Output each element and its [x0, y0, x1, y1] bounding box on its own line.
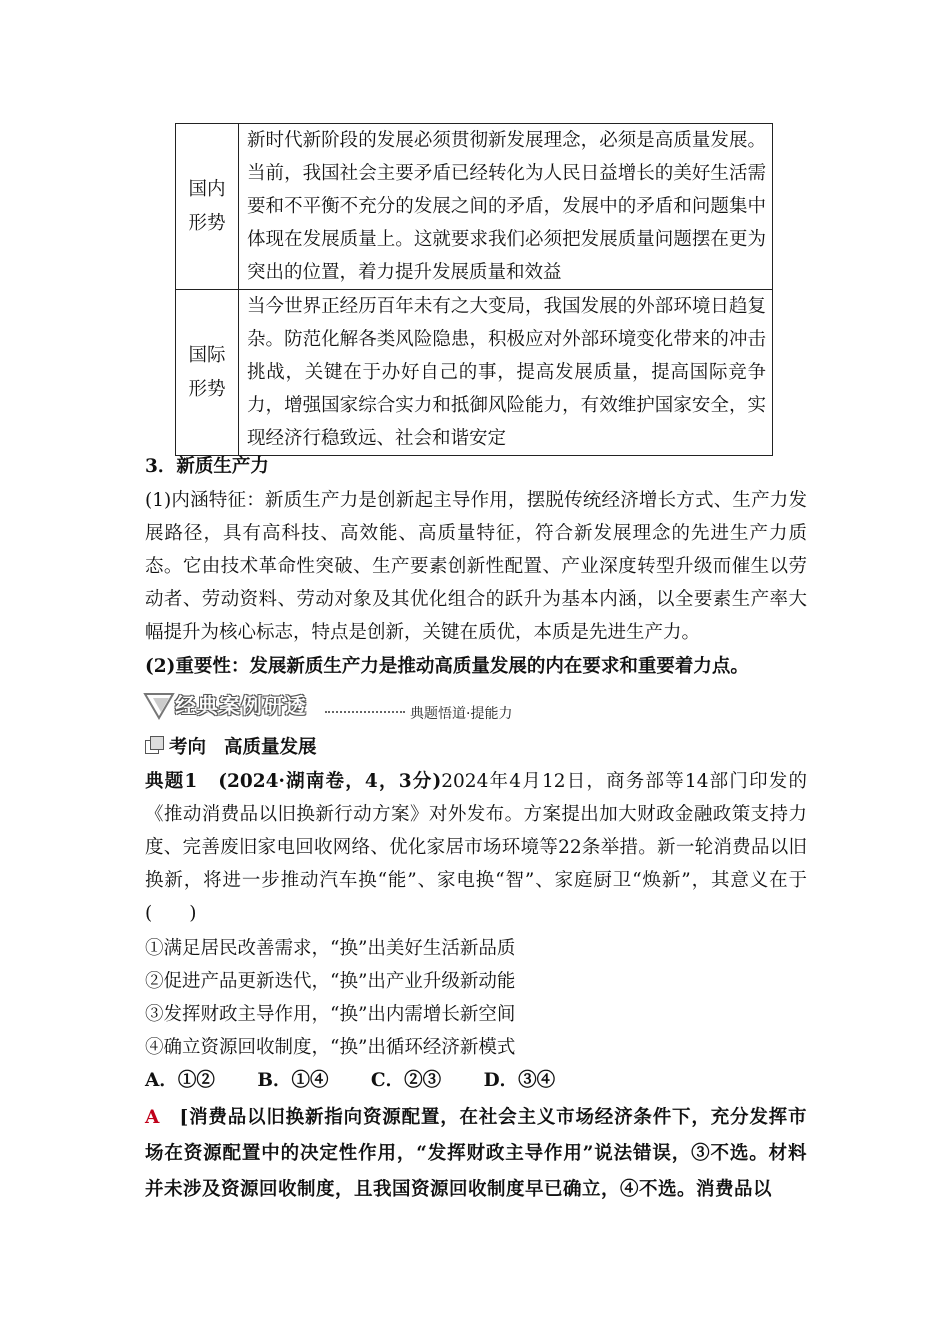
row-text-domestic: 新时代新阶段的发展必须贯彻新发展理念，必须是高质量发展。当前，我国社会主要矛盾已经转化为人民日益增长的美好生活需要和不平衡不充分的发展之间的矛盾，发展中的矛盾和问题集中体现在发展质量上。这就要求我们必须把发展质量问题摆在更为突出的位置，着力提升发展质量和效益 — [239, 124, 773, 290]
option-item: ③发挥财政主导作用，“换”出内需增长新空间 — [145, 1004, 516, 1025]
banner-subtitle: 典题悟道·提能力 — [410, 706, 513, 722]
option-item: ①满足居民改善需求，“换”出美好生活新品质 — [145, 938, 516, 959]
situation-table — [175, 123, 773, 456]
question-stem: 典题1 (2024·湖南卷，4，3分)2024年4月12日，商务部等14部门印发的《推动消费品以旧换新行动方案》对外发布。方案提出加大财政金融政策支持力度、完善废旧家电回收网络、优化家居市场环境等22条举措。新一轮消费品以旧换新，将进一步推动汽车换“能”、家电换“智”、家庭厨卫“焕新”，其意义在于( ) — [145, 771, 808, 924]
stacked-squares-icon — [145, 736, 165, 756]
banner-title: 经典案例研透 — [175, 693, 307, 718]
answer-choices — [145, 1064, 807, 1097]
option-item: ④确立资源回收制度，“换”出循环经济新模式 — [145, 1037, 516, 1058]
answer-explanation: A [消费品以旧换新指向资源配置，在社会主义市场经济条件下，充分发挥市场在资源配置中的决定性作用，“发挥财政主导作用”说法错误，③不选。材料并未涉及资源回收制度，且我国资源回收制度早已确立，④不选。消费品以 — [145, 1107, 807, 1200]
question-options — [145, 932, 807, 1064]
table-row — [176, 290, 773, 456]
table-row — [176, 124, 773, 290]
choice-d: D．③④ — [483, 1070, 556, 1091]
answer-letter: A — [145, 1107, 160, 1128]
banner-dots — [325, 711, 405, 713]
option-item: ②促进产品更新迭代，“换”出产业升级新动能 — [145, 971, 516, 992]
choice-a: A．①② — [145, 1070, 215, 1091]
row-label-international: 国际 形势 — [176, 290, 239, 456]
choice-b: B．①④ — [257, 1070, 329, 1091]
row-label-domestic: 国内 形势 — [176, 124, 239, 290]
section-paragraph-2: (2)重要性：发展新质生产力是推动高质量发展的内在要求和重要着力点。 — [145, 656, 749, 677]
row-text-international: 当今世界正经历百年未有之大变局，我国发展的外部环境日趋复杂。防范化解各类风险隐患，积极应对外部环境变化带来的冲击挑战，关键在于办好自己的事，提高发展质量，提高国际竞争力，增强国家综合实力和抵御风险能力，有效维护国家安全，实现经济行稳致远、社会和谐安定 — [239, 290, 773, 456]
section-paragraph-1: (1)内涵特征：新质生产力是创新起主导作用，摆脱传统经济增长方式、生产力发展路径，具有高科技、高效能、高质量特征，符合新发展理念的先进生产力质态。它由技术革命性突破、生产要素创新性配置、产业深度转型升级而催生以劳动者、劳动资料、劳动对象及其优化组合的跃升为基本内涵，以全要素生产率大幅提升为核心标志，特点是创新，关键在质优，本质是先进生产力。 — [145, 490, 807, 643]
choice-c: C．②③ — [370, 1070, 442, 1091]
kaoxiang-heading: 考向 高质量发展 — [145, 733, 317, 759]
section-title: 3．新质生产力 — [145, 456, 269, 477]
